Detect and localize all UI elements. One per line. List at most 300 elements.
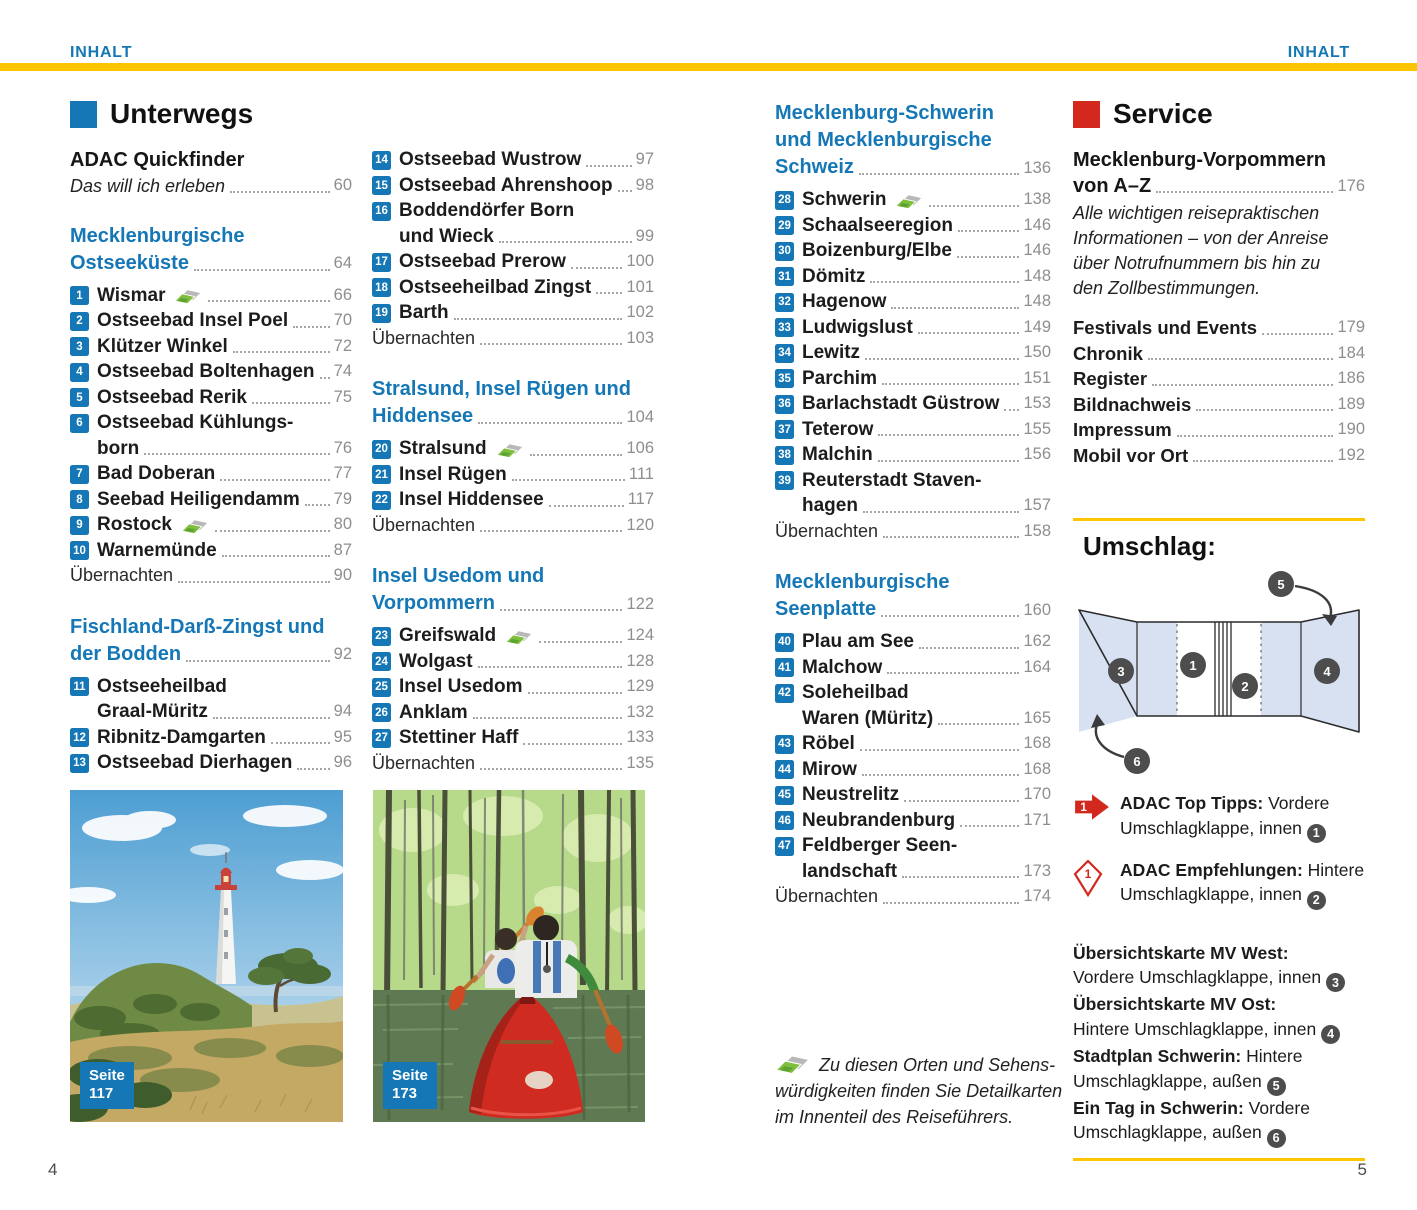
entry-number-badge: 33 (775, 318, 794, 337)
page-ref: 176 (1337, 176, 1365, 195)
map-icon (895, 193, 922, 211)
page-ref: 124 (626, 626, 654, 644)
toc-entry-line (775, 366, 1051, 392)
entry-number-badge: 36 (775, 395, 794, 414)
empfehlung-pin-icon (1073, 858, 1120, 910)
number-circle: 3 (1326, 973, 1345, 992)
toc-entry-text: Ribnitz-Damgarten (97, 726, 266, 748)
toc-entry-line (775, 782, 1051, 808)
page-ref: 148 (1023, 292, 1051, 310)
toc-entry-line (70, 538, 352, 564)
toc-service-entry (1073, 366, 1365, 392)
dot-leader (938, 723, 1019, 725)
toc-entry-text: Wismar (97, 284, 166, 306)
photo-page-badge: Seite 173 (383, 1062, 437, 1109)
toc-entry-line (372, 198, 654, 224)
entry-number-badge: 35 (775, 369, 794, 388)
toc-entry (775, 782, 1051, 808)
dot-leader (859, 173, 1020, 175)
page-ref: 162 (1023, 632, 1051, 650)
toc-entry-text: Seebad Heiligendamm (97, 488, 300, 510)
toc-entry-line (775, 238, 1051, 264)
toc-entry-line (775, 731, 1051, 757)
toc-entry-text: Stettiner Haff (399, 727, 519, 748)
italic-line: Alle wichtigen reisepraktischen (1073, 203, 1320, 223)
toc-column-service (1073, 147, 1365, 468)
toc-entry-text: Boizenburg/Elbe (802, 240, 952, 261)
toc-entry-text: Chronik (1073, 342, 1143, 364)
toc-chapter-line: Fischland-Darß-Zingst und (70, 615, 325, 638)
page-ref: 66 (333, 285, 352, 304)
toc-entry-text: Ostseeheilbad Zingst (399, 276, 592, 298)
toc-entry-line (372, 224, 654, 250)
toc-entry-text: born (97, 437, 140, 459)
page-ref: 120 (626, 515, 654, 534)
toc-entry-line (775, 315, 1051, 341)
entry-number-badge: 24 (372, 652, 391, 671)
note-line: Zu diesen Orten und Sehens- (819, 1055, 1056, 1075)
toc-entry (70, 283, 352, 309)
dot-leader (144, 453, 329, 455)
header-rule (0, 63, 1417, 71)
toc-entry (775, 315, 1051, 341)
svg-text:3: 3 (1117, 664, 1125, 679)
legend-label: ADAC Empfehlungen: (1120, 859, 1303, 880)
toc-entry-line (775, 417, 1051, 443)
toc-entry-text: Barlachstadt Güstrow (802, 393, 1000, 414)
map-ref-label: Ein Tag in Schwerin: (1073, 1097, 1244, 1118)
toc-entry (70, 308, 352, 334)
dot-leader (1193, 460, 1333, 462)
toc-entry-line (775, 680, 1051, 706)
entry-number-badge: 29 (775, 216, 794, 235)
toc-entry-line (70, 308, 352, 334)
page-ref: 94 (333, 702, 352, 720)
toc-entry (372, 487, 654, 513)
page-ref: 103 (626, 328, 654, 347)
page-ref: 146 (1023, 215, 1051, 234)
toc-entry (775, 442, 1051, 468)
dot-leader (478, 666, 623, 668)
section-title: Service (1113, 98, 1213, 129)
svg-text:2: 2 (1241, 679, 1249, 694)
blue-square-icon (70, 101, 97, 128)
toc-entry-text: Insel Hiddensee (399, 489, 544, 510)
entry-number-badge: 34 (775, 344, 794, 363)
toc-chapter (775, 569, 1051, 623)
entry-number-badge: 3 (70, 337, 89, 356)
toc-entry (70, 674, 352, 725)
cover-legend (1073, 791, 1365, 910)
section-title: Unterwegs (110, 98, 254, 129)
page-ref: 179 (1337, 318, 1365, 336)
page-ref: 138 (1023, 190, 1051, 208)
dot-leader (215, 530, 330, 532)
toc-entry (775, 187, 1051, 213)
toc-chapter-line: Insel Usedom und (372, 565, 545, 587)
dot-leader (618, 190, 632, 192)
entry-number-badge: 15 (372, 176, 391, 195)
toc-entry-text: Das will ich erleben (70, 175, 226, 196)
entry-number-badge: 45 (775, 786, 794, 805)
page-ref: 102 (626, 303, 654, 321)
page-ref: 151 (1023, 368, 1051, 387)
page-ref: 168 (1023, 734, 1051, 752)
toc-plain (372, 751, 654, 777)
italic-line: Informationen – von der Anreise (1073, 228, 1329, 248)
toc-entry (70, 538, 352, 564)
dot-leader (887, 672, 1019, 674)
dot-leader (957, 256, 1020, 258)
toc-entry-text: und Wieck (399, 225, 494, 247)
toc-entry-line (70, 512, 352, 538)
italic-line: den Zollbestimmungen. (1073, 278, 1261, 298)
entry-number-badge: 32 (775, 293, 794, 312)
toc-entry-line (70, 410, 352, 436)
svg-text:1: 1 (1080, 801, 1087, 815)
toc-entry-text: Graal-Müritz (97, 701, 208, 722)
toc-entry-line (775, 264, 1051, 290)
page-ref: 96 (333, 753, 352, 771)
toc-chapter-text: Schweiz (775, 156, 854, 178)
toc-entry-line (775, 655, 1051, 681)
entry-number-badge: 28 (775, 191, 794, 210)
toc-entry-line (70, 699, 352, 725)
cover-legend-item (1073, 791, 1365, 843)
toc-entry-text: Ostseeheilbad (97, 675, 227, 697)
dot-leader (478, 422, 622, 424)
toc-entry-line (70, 436, 352, 462)
cover-legend-text: ADAC Top Tipps: Vordere Umschlagklappe, innen 1 (1120, 791, 1365, 843)
number-circle: 6 (1267, 1129, 1286, 1148)
spacer (70, 589, 352, 614)
entry-number-badge: 11 (70, 677, 89, 696)
toc-entry-line (70, 750, 352, 776)
dot-leader (252, 402, 330, 404)
toc-entry-text: Ostseebad Rerik (97, 386, 247, 408)
dot-leader (891, 307, 1019, 309)
toc-chapter-line: Mecklenburgische (70, 224, 245, 247)
dot-leader (860, 749, 1020, 751)
toc-chapter-text: der Bodden (70, 642, 182, 665)
toc-entry-text: Übernachten (775, 886, 879, 906)
cover-heading: Umschlag: (1083, 531, 1216, 561)
toc-chapter (372, 376, 654, 430)
dot-leader (233, 351, 330, 353)
toc-column-2 (372, 147, 654, 776)
cover-map-references (1073, 941, 1365, 1148)
map-ref-label: Stadtplan Schwerin: (1073, 1046, 1242, 1066)
entry-number-badge: 40 (775, 633, 794, 652)
toc-entry-line (70, 334, 352, 360)
toc-entry (372, 700, 654, 726)
toc-entry-text: Ostseebad Prerow (399, 251, 566, 272)
toc-entry (775, 366, 1051, 392)
page-ref: 98 (635, 175, 654, 194)
toc-entry-text: Neubrandenburg (802, 809, 956, 831)
dot-leader (512, 479, 625, 481)
dot-leader (297, 768, 329, 770)
dot-leader (208, 300, 329, 302)
svg-text:4: 4 (1323, 664, 1331, 679)
map-icon (505, 629, 532, 647)
page-ref: 133 (626, 728, 654, 746)
toc-entry (372, 725, 654, 751)
toc-plain (372, 513, 654, 539)
page-ref: 99 (635, 226, 654, 245)
cover-map-ref: Ein Tag in Schwerin: Vordere Umschlagklappe, außen 6 (1073, 1096, 1365, 1148)
toc-chapter-text: Hiddensee (372, 405, 474, 427)
entry-number-badge: 27 (372, 729, 391, 748)
entry-number-badge: 39 (775, 471, 794, 490)
dot-leader (870, 281, 1019, 283)
toc-entry-text: Ostseebad Boltenhagen (97, 361, 315, 382)
dot-leader (1177, 435, 1334, 437)
toc-entry-line (70, 461, 352, 487)
page-ref: 64 (333, 254, 352, 272)
note-line: im Innenteil des Reiseführers. (775, 1107, 1014, 1127)
panel-marker-4 (1314, 658, 1340, 684)
page-ref: 60 (333, 176, 352, 194)
toc-entry-line (70, 725, 352, 751)
entry-number-badge: 1 (70, 286, 89, 305)
toc-entry-text: Ludwigslust (802, 316, 913, 338)
toc-chapter (775, 100, 1051, 181)
cover-map-ref: Stadtplan Schwerin: Hintere Umschlagklappe, außen 5 (1073, 1044, 1365, 1096)
spacer (70, 199, 352, 223)
section-header-unterwegs (70, 98, 253, 130)
entry-number-badge: 2 (70, 312, 89, 331)
toc-entry-line (775, 706, 1051, 732)
legend-label: ADAC Top Tipps: (1120, 793, 1264, 813)
toc-entry-line (372, 300, 654, 326)
toc-entry-text: Plau am See (802, 631, 914, 652)
toc-entry-text: Malchow (802, 656, 883, 678)
dot-leader (523, 743, 622, 745)
page-ref: 80 (333, 515, 352, 533)
toc-entry-text: Übernachten (372, 514, 476, 535)
spacer (372, 538, 654, 563)
toc-entry-text: Warnemünde (97, 539, 217, 561)
toc-entry-text: Ostseebad Insel Poel (97, 310, 289, 331)
toc-entry-line (775, 213, 1051, 239)
page-ref: 117 (627, 490, 654, 508)
page-ref: 189 (1337, 394, 1365, 413)
page-ref: 164 (1023, 657, 1051, 676)
toc-entry-text: hagen (802, 495, 858, 516)
toc-service-entry (1073, 443, 1365, 469)
title-text: von A–Z (1073, 175, 1152, 197)
dot-leader (902, 876, 1019, 878)
toc-entry-line (775, 187, 1051, 213)
toc-service-entry (1073, 315, 1365, 341)
toc-entry-text: Stralsund (399, 438, 487, 459)
page-ref: 77 (333, 464, 352, 482)
running-head-left: INHALT (70, 44, 133, 61)
toc-entry-line (372, 436, 654, 462)
title-line (1073, 173, 1365, 199)
entry-number-badge: 18 (372, 278, 391, 297)
toc-chapter-line: Stralsund, Insel Rügen und (372, 378, 631, 400)
toc-entry (70, 334, 352, 360)
toc-entry-line (70, 283, 352, 309)
dot-leader (528, 692, 623, 694)
page-ref: 146 (1023, 241, 1051, 259)
page-ref: 192 (1337, 445, 1365, 464)
toc-entry-line (372, 487, 654, 513)
entry-number-badge: 23 (372, 627, 391, 646)
toc-entry-line (775, 468, 1051, 494)
toc-entry-line (70, 359, 352, 385)
toc-entry-line (372, 725, 654, 751)
svg-text:1: 1 (1189, 658, 1197, 673)
toc-entry-line (70, 674, 352, 700)
dot-leader (539, 641, 622, 643)
toc-entry-text: Hagenow (802, 291, 887, 312)
toc-entry-line (775, 391, 1051, 417)
dot-leader (1262, 333, 1333, 335)
note-line: würdigkeiten finden Sie Detailkarten (775, 1081, 1063, 1101)
toc-entry-text: Rostock (97, 514, 172, 535)
photo-page-badge: Seite 117 (80, 1062, 134, 1109)
dot-leader (230, 191, 330, 193)
map-icon (174, 288, 201, 306)
italic-line: über Notrufnummern bis hin zu (1073, 253, 1321, 273)
number-circle: 4 (1321, 1025, 1340, 1044)
dot-leader (305, 504, 330, 506)
toc-entry-text: Mobil vor Ort (1073, 444, 1189, 466)
cover-legend-item (1073, 858, 1365, 910)
toc-chapter-line: Mecklenburg-Schwerin (775, 102, 994, 124)
toc-entry-text: Waren (Müritz) (802, 707, 934, 729)
dot-leader (480, 768, 622, 770)
entry-number-badge: 13 (70, 754, 89, 773)
toc-service-entry (1073, 341, 1365, 367)
toc-plain (372, 326, 654, 352)
toc-entry (775, 629, 1051, 655)
page-ref: 174 (1023, 887, 1051, 905)
dot-leader (320, 377, 330, 379)
page-ref: 149 (1023, 317, 1051, 336)
spacer (372, 351, 654, 376)
toc-service-entry (1073, 417, 1365, 443)
toc-entry (372, 249, 654, 275)
page-ref: 184 (1337, 343, 1365, 362)
entry-number-badge: 5 (70, 388, 89, 407)
toc-entry-line (372, 700, 654, 726)
section-header-service (1073, 98, 1213, 130)
toc-entry (372, 275, 654, 301)
toc-entry (70, 461, 352, 487)
page-ref: 104 (626, 407, 654, 426)
entry-number-badge: 16 (372, 202, 391, 221)
toc-entry-text: Greifswald (399, 625, 497, 646)
toc-entry-text: Schaalseeregion (802, 214, 954, 236)
toc-entry (775, 264, 1051, 290)
page-ref: 72 (333, 336, 352, 355)
toc-entry-line (372, 674, 654, 700)
spacer (1073, 301, 1365, 315)
entry-number-badge: 25 (372, 678, 391, 697)
dot-leader (549, 505, 624, 507)
spacer (775, 544, 1051, 569)
dot-leader (500, 609, 622, 611)
page-ref: 95 (333, 727, 352, 746)
toc-entry (70, 512, 352, 538)
toc-chapter-line (372, 403, 654, 430)
toc-entry (775, 833, 1051, 884)
toc-entry-text: Insel Usedom (399, 676, 523, 697)
entry-number-badge: 44 (775, 760, 794, 779)
toc-entry-text: Ostseebad Wustrow (399, 149, 582, 170)
dot-leader (919, 647, 1020, 649)
entry-number-badge: 37 (775, 420, 794, 439)
entry-number-badge: 38 (775, 446, 794, 465)
toc-entry-text: Dömitz (802, 265, 866, 287)
dot-leader (960, 825, 1019, 827)
toc-entry-line (372, 623, 654, 649)
toc-entry-text: Impressum (1073, 419, 1172, 440)
dot-leader (929, 205, 1019, 207)
toc-column-1 (70, 147, 352, 776)
toc-entry-text: landschaft (802, 860, 898, 882)
toc-entry-text: Ostseebad Ahrenshoop (399, 174, 613, 196)
dot-leader (473, 717, 623, 719)
toc-chapter-line (775, 154, 1051, 181)
toc-entry-text: Ostseebad Dierhagen (97, 752, 293, 773)
title-line: Mecklenburg-Vorpommern (1073, 149, 1326, 171)
toc-entry-line (372, 173, 654, 199)
page-ref: 97 (635, 150, 654, 168)
entry-number-badge: 21 (372, 465, 391, 484)
dot-leader (213, 717, 330, 719)
toc-entry (70, 750, 352, 776)
svg-text:1: 1 (1084, 866, 1092, 881)
toc-chapter-text: Ostseeküste (70, 251, 189, 274)
toc-entry (775, 340, 1051, 366)
dot-leader (863, 511, 1020, 513)
toc-entry-text: Schwerin (802, 189, 887, 210)
dot-leader (571, 267, 623, 269)
map-icon (775, 1054, 809, 1076)
entry-number-badge: 42 (775, 684, 794, 703)
toc-entry-line (775, 493, 1051, 519)
page-ref: 158 (1023, 521, 1051, 540)
entry-number-badge: 12 (70, 728, 89, 747)
cover-map-ref: Übersichtskarte MV Ost: Hintere Umschlagklappe, innen 4 (1073, 992, 1365, 1044)
toc-section-title: ADAC Quickfinder (70, 149, 245, 171)
toc-entry (372, 173, 654, 199)
dot-leader (220, 479, 329, 481)
dot-leader (222, 555, 330, 557)
toc-entry-text: Feldberger Seen- (802, 835, 958, 856)
toc-plain (70, 563, 352, 589)
toc-entry (775, 680, 1051, 731)
cover-diagram (1073, 564, 1365, 776)
entry-number-badge: 6 (70, 414, 89, 433)
toc-entry-text: Insel Rügen (399, 463, 507, 485)
toc-chapter (70, 223, 352, 277)
page-ref: 190 (1337, 420, 1365, 438)
entry-number-badge: 46 (775, 811, 794, 830)
toc-entry (775, 238, 1051, 264)
page-ref: 148 (1023, 266, 1051, 285)
dot-leader (178, 581, 330, 583)
map-ref-label: Übersichtskarte MV Ost: (1073, 994, 1277, 1015)
toc-entry (775, 468, 1051, 519)
panel-marker-1 (1180, 652, 1206, 678)
dot-leader (186, 660, 330, 662)
